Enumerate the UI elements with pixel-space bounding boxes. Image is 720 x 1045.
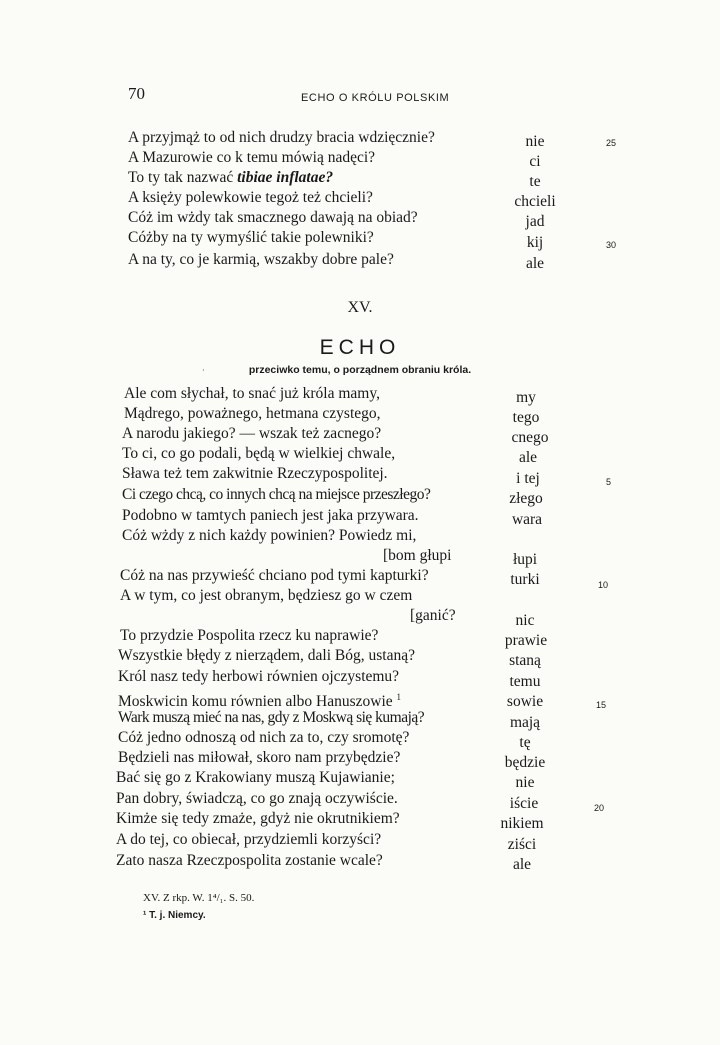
verse-line: A księży polewkowie tegoż też chcieli?: [128, 189, 373, 206]
verse-line: Mądrego, poważnego, hetmana czystego,: [124, 405, 381, 422]
verse-line: Zato nasza Rzeczpospolita zostanie wcale?: [116, 852, 383, 869]
echo-word: ci: [529, 153, 541, 170]
echo-word: będzie: [504, 754, 546, 771]
verse-text: Moskwicin komu równien albo Hanuszowie: [118, 693, 393, 711]
verse-text: To ty tak nazwać: [128, 169, 234, 186]
verse-line: To ci, co go podali, będą w wielkiej chwale,: [122, 445, 396, 462]
echo-word: cnego: [511, 429, 549, 446]
echo-word: turki: [510, 571, 540, 588]
verse-line: A do tej, co obiecał, przydziemli korzyści?: [116, 831, 382, 848]
running-title: ECHO O KRÓLU POLSKIM: [301, 92, 450, 104]
echo-word: łupi: [512, 551, 538, 568]
verse-line: A narodu jakiego? — wszak też zacnego?: [122, 425, 382, 442]
echo-word: wara: [511, 511, 543, 528]
verse-line: Wark muszą mieć na nas, gdy z Moskwą się kumają?: [118, 709, 425, 726]
verse-line: Cóż na nas przywieść chciano pod tymi kapturki?: [120, 567, 429, 584]
echo-word: mają: [509, 714, 541, 731]
italic-phrase: tibiae inflatae?: [237, 169, 334, 186]
echo-word: staną: [509, 652, 541, 669]
echo-word: chcieli: [514, 193, 556, 210]
verse-line: A Mazurowie co k temu mówią nadęci?: [128, 149, 376, 166]
echo-word: nie: [515, 774, 535, 791]
echo-word: złego: [509, 490, 543, 507]
verse-line: Bać się go z Krakowiany muszą Kujawianie;: [116, 769, 395, 786]
verse-line: Pan dobry, świadczą, co go znają oczywiście.: [116, 790, 398, 807]
verse-line: Ale com słychał, to snać już króla mamy,: [124, 385, 380, 402]
section-number: XV.: [347, 299, 373, 316]
verse-line: Cóż jedno odnoszą od nich za to, czy sromotę?: [118, 729, 410, 746]
line-number: 30: [606, 240, 617, 250]
verse-line: Będzieli nas miłował, skoro nam przybędzie?: [118, 749, 401, 766]
echo-word: temu: [509, 673, 541, 690]
echo-word: ale: [512, 856, 532, 873]
line-number: 15: [596, 700, 607, 710]
section-subtitle: przeciwko temu, o porządnem obraniu króla.: [248, 364, 472, 376]
echo-word: my: [516, 389, 536, 406]
echo-word: nikiem: [500, 815, 544, 832]
verse-line: Sława też tem zakwitnie Rzeczypospolitej.: [122, 465, 388, 482]
echo-word: tego: [512, 409, 540, 426]
verse-line-continuation: [bom głupi: [383, 547, 452, 564]
verse-line: A na ty, co je karmią, wszakby dobre pale?: [128, 251, 394, 268]
verse-line: To przydzie Pospolita rzecz ku naprawie?: [120, 627, 379, 644]
verse-line: Cóż im wżdy tak smacznego dawają na obiad?: [128, 209, 418, 226]
echo-word: iście: [509, 795, 539, 812]
echo-word: ale: [525, 255, 545, 272]
footnote: ¹ T. j. Niemcy.: [143, 910, 206, 921]
verse-line: A w tym, co jest obranym, będziesz go w czem: [120, 587, 413, 604]
line-number: 20: [594, 803, 605, 813]
echo-word: sowie: [506, 693, 544, 710]
echo-word: kij: [526, 234, 544, 251]
echo-word: nie: [525, 133, 545, 150]
echo-word: nic: [515, 612, 535, 629]
verse-line: Kimże się tedy zmaże, gdyż nie okrutnikiem?: [116, 810, 400, 827]
line-number: 5: [606, 477, 612, 487]
verse-line: Król nasz tedy herbowi równien ojczystemu?: [118, 668, 400, 685]
echo-word: te: [529, 173, 541, 190]
echo-word: ziści: [507, 836, 537, 853]
footnote-marker: 1: [396, 692, 402, 702]
source-note: XV. Z rkp. W. 1⁴/₁. S. 50.: [143, 892, 255, 904]
verse-line: Wszystkie błędy z nierządem, dali Bóg, ustaną?: [118, 647, 415, 664]
echo-word: ale: [518, 449, 538, 466]
verse-line: Cóż wżdy z nich każdy powinien? Powiedz mi,: [122, 527, 417, 544]
echo-word: prawie: [504, 632, 548, 649]
verse-line: [128, 168, 333, 188]
echo-word: jad: [525, 213, 545, 230]
echo-word: i tej: [516, 470, 540, 487]
line-number: 25: [606, 138, 617, 148]
verse-line: A przyjmąż to od nich drudzy bracia wdzięcznie?: [128, 129, 435, 146]
section-title: ECHO: [319, 336, 401, 359]
echo-word: tę: [519, 734, 531, 751]
verse-line: Podobno w tamtych paniech jest jaka przywara.: [122, 507, 419, 524]
verse-line: Cóżby na ty wymyślić takie polewniki?: [128, 229, 374, 246]
dot-mark: ·: [202, 366, 205, 375]
page-number: 70: [128, 84, 145, 103]
verse-line: Ci czego chcą, co innych chcą na miejsce przeszłego?: [122, 486, 431, 503]
verse-line-continuation: [ganić?: [410, 607, 456, 624]
line-number: 10: [598, 580, 609, 590]
